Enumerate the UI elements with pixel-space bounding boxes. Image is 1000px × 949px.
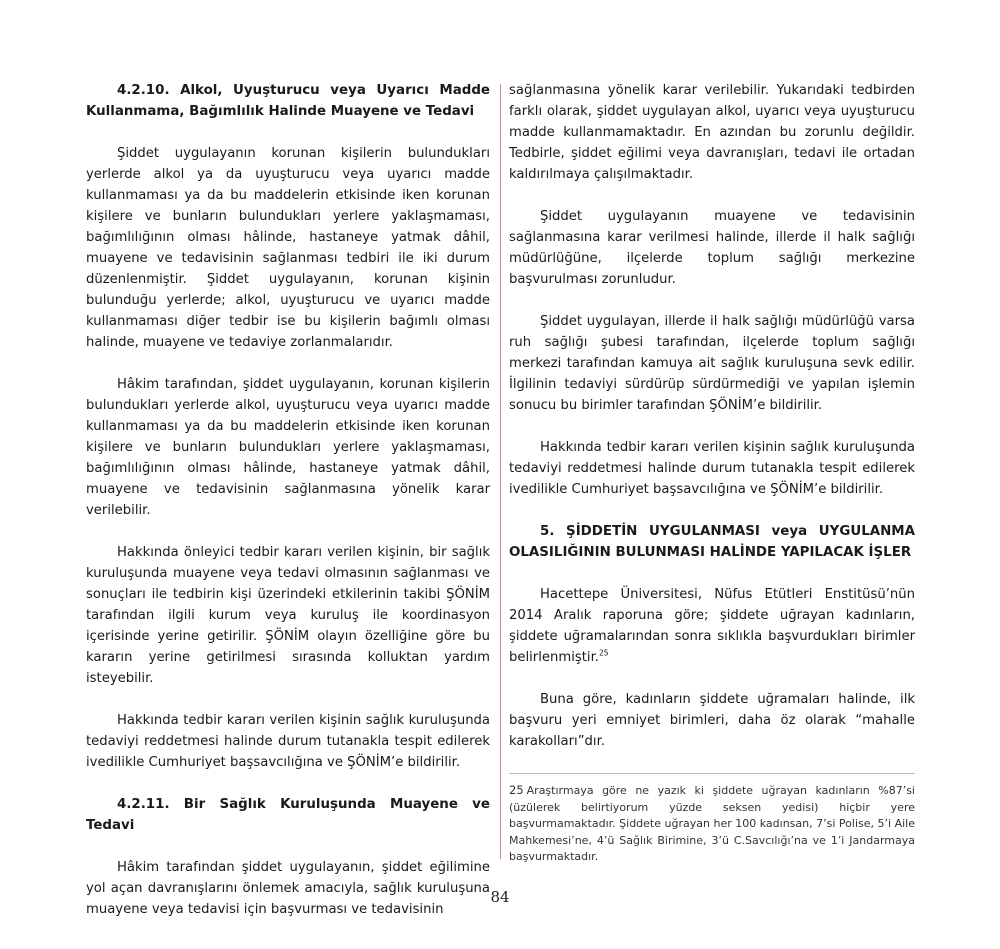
paragraph: Hakkında tedbir kararı verilen kişinin sağlık kuruluşunda tedaviyi reddetmesi halinde durum tutanakla tespit edilerek ivedilikle Cumhuriyet başsavcılığına ve ŞÖNİM’e bildirilir. [86,713,490,770]
footnote [509,782,915,866]
right-column [509,80,915,752]
section-heading-4-2-10: 4.2.10. Alkol, Uyuşturucu veya Uyarıcı Madde Kullanmama, Bağımlılık Halinde Muayene ve Tedavi [86,83,490,119]
section-heading-4-2-11: 4.2.11. Bir Sağlık Kuruluşunda Muayene ve Tedavi [86,797,490,833]
paragraph: Şiddet uygulayan, illerde il halk sağlığı müdürlüğü varsa ruh sağlığı şubesi tarafından, ilçelerde toplum sağlığı merkezi tarafından kamuya ait sağlık kuruluşuna sevk edilir. İlgilinin tedaviyi sürdürüp sürdürmediği ve yapılan işlemin sonucu bu birimler tarafından ŞÖNİM’e bildirilir. [509,314,915,413]
paragraph-text: Hacettepe Üniversitesi, Nüfus Etütleri Enstitüsü’nün 2014 Aralık raporuna göre; şiddete uğrayan kadınların, şiddete uğramalarından sonra sıklıkla başvurdukları birimler belirlenmiştir. [509,587,915,665]
paragraph-continued: sağlanmasına yönelik karar verilebilir. Yukarıdaki tedbirden farklı olarak, şiddet uygulayan alkol, uyarıcı veya uyuşturucu madde kullanmamaktadır. En azından bu zorunlu değildir. Tedbirle, şiddet eğilimi veya davranışları, tedavi ile ortadan kaldırılmaya çalışılmaktadır. [509,83,915,182]
paragraph: Hâkim tarafından şiddet uygulayanın, şiddet eğilimine yol açan davranışlarını önlemek amacıyla, sağlık kuruluşuna muayene veya tedavisi için başvurması ve tedavisinin [86,860,490,917]
left-column [86,80,490,920]
footnote-reference[interactable]: 25 [599,648,609,658]
paragraph: Hakkında önleyici tedbir kararı verilen kişinin, bir sağlık kuruluşunda muayene veya tedavi olmasının sağlanması ve sonuçları ile tedbirin kişi üzerindeki etkilerinin takibi ŞÖNİM tarafından ilgili kurum veya kuruluş ile koordinasyon içerisinde yerine getirilir. ŞÖNİM olayın özelliğine göre bu kararın yerine getirilmesi sırasında kolluktan yardım isteyebilir. [86,545,490,686]
paragraph: Hâkim tarafından, şiddet uygulayanın, korunan kişilerin bulundukları yerlerde alkol, uyuşturucu veya uyarıcı madde kullanmaması ya da bu maddelerin etkisinde iken korunan kişilere ve bunların bulundukları yerlere yaklaşmaması, bağımlılığının olması hâlinde, hastaneye yatmak dâhil, muayene ve tedavisinin sağlanmasına yönelik karar verilebilir. [86,377,490,518]
footnote-text: Araştırmaya göre ne yazık ki şiddete uğrayan kadınların %87’si (üzülerek belirtiyorum yüzde seksen yedisi) hiçbir yere başvurmamaktadır. Şiddete uğrayan her 100 kadınsan, 7’si Polise, 5’i Aile Mahkemesi’ne, 4’ü Sağlık Birimine, 3’ü C.Savcılığı’na ve 1’i Jandarmaya başvurmaktadır. [509,784,915,863]
paragraph: Buna göre, kadınların şiddete uğramaları halinde, ilk başvuru yeri emniyet birimleri, daha öz olarak “mahalle karakolları”dır. [509,692,915,749]
paragraph: Şiddet uygulayanın muayene ve tedavisinin sağlanmasına karar verilmesi halinde, illerde il halk sağlığı müdürlüğüne, ilçelerde toplum sağlığı merkezine başvurulması zorunludur. [509,209,915,287]
section-heading-5: 5. ŞİDDETİN UYGULANMASI veya UYGULANMA OLASILIĞININ BULUNMASI HALİNDE YAPILACAK İŞLER [509,524,915,560]
footnote-separator [509,773,915,774]
paragraph: Şiddet uygulayanın korunan kişilerin bulundukları yerlerde alkol ya da uyuşturucu veya uyarıcı madde kullanmaması ya da bu maddelerin etkisinde iken korunan kişilere ve bunların bulundukları yerlere yaklaşmaması, bağımlılığının olması hâlinde, hastaneye yatmak dâhil, muayene ve tedavisinin sağlanması tedbiri ile iki durum düzenlenmiştir. Şiddet uygulayanın, korunan kişinin bulunduğu yerlerde; alkol, uyuşturucu ve uyarıcı madde kullanmaması diğer tedbir ise bu kişilerin bağımlı olması halinde, muayene ve tedaviye zorlanmalarıdır. [86,146,490,350]
footnote-number: 25 [509,783,524,797]
column-divider [500,84,501,859]
page-number: 84 [490,888,510,906]
paragraph: Hakkında tedbir kararı verilen kişinin sağlık kuruluşunda tedaviyi reddetmesi halinde durum tutanakla tespit edilerek ivedilikle Cumhuriyet başsavcılığına ve ŞÖNİM’e bildirilir. [509,440,915,497]
paragraph [509,584,915,668]
